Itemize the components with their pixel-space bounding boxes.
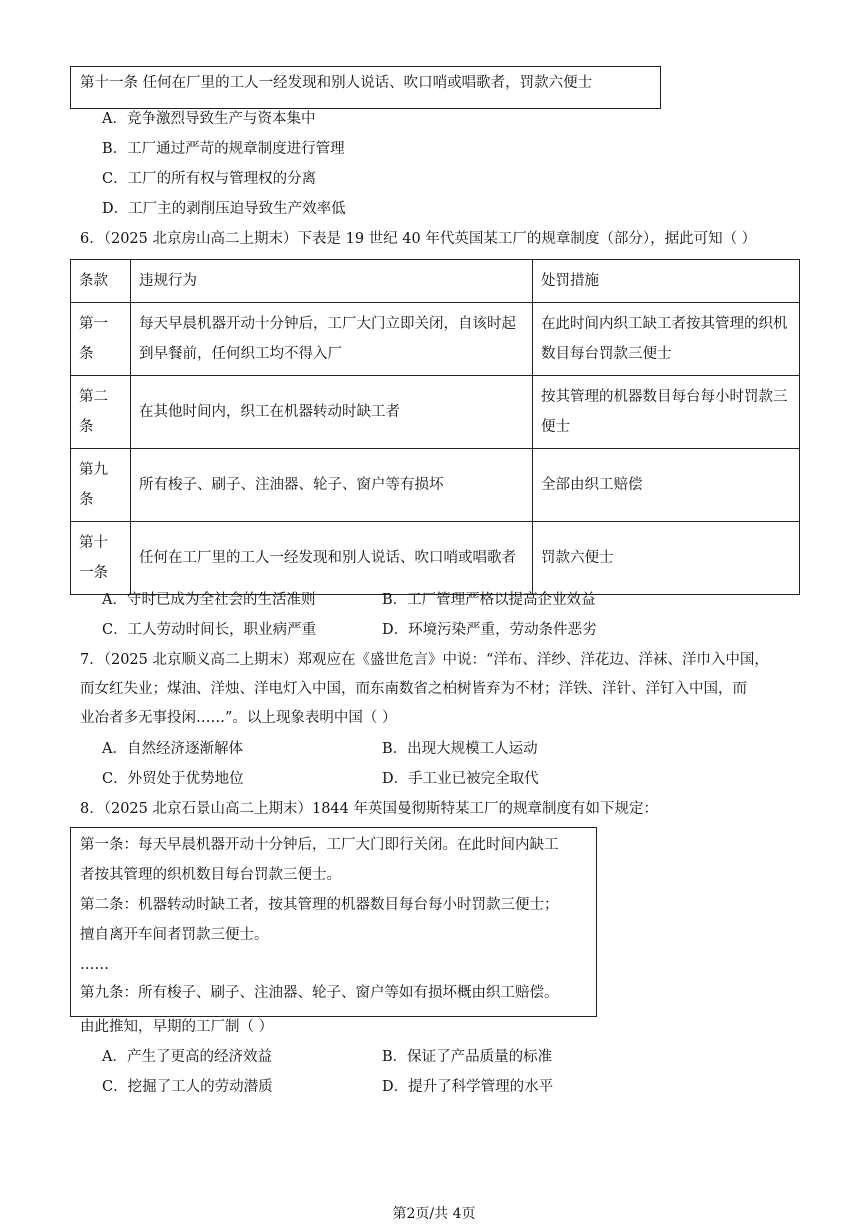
table-header-row <box>71 260 800 303</box>
header-violation: 违规行为 <box>131 260 533 303</box>
q7-option-a[interactable]: A．自然经济逐渐解体 <box>102 741 243 757</box>
row-penalty: 在此时间内织工缺工者按其管理的织机数目每台罚款三便士 <box>533 303 800 376</box>
q8-option-c[interactable]: C．挖掘了工人的劳动潜质 <box>102 1079 273 1095</box>
table-row <box>71 303 800 376</box>
q7-option-b[interactable]: B．出现大规模工人运动 <box>382 741 538 757</box>
q8-quote-line: 擅自离开车间者罚款三便士。 <box>80 927 269 943</box>
q8-quote-line: 第二条：机器转动时缺工者，按其管理的机器数目每台每小时罚款三便士； <box>80 897 559 913</box>
row-penalty: 全部由织工赔偿 <box>533 449 800 522</box>
q6-option-b[interactable]: B．工厂管理严格以提高企业效益 <box>382 592 596 608</box>
table-row <box>71 376 800 449</box>
row-clause: 第二条 <box>71 376 131 449</box>
row-violation: 所有梭子、刷子、注油器、轮子、窗户等有损坏 <box>131 449 533 522</box>
q6-rules-table <box>70 259 800 595</box>
q5-option-a[interactable]: A．竞争激烈导致生产与资本集中 <box>102 111 316 127</box>
page-footer: 第2页/共 4页 <box>392 1206 476 1222</box>
row-violation: 在其他时间内，织工在机器转动时缺工者 <box>131 376 533 449</box>
q7-stem-line-2: 而女红失业；煤油、洋烛、洋电灯入中国，而东南数省之柏树皆弃为不材；洋铁、洋针、洋钉入中国，而 <box>80 681 747 697</box>
q7-stem-line-3: 业冶者多无事投闲……”。以上现象表明中国（ ） <box>80 710 397 726</box>
q8-quote-line: …… <box>80 957 109 973</box>
row-clause: 第十一条 <box>71 522 131 595</box>
row-penalty: 罚款六便士 <box>533 522 800 595</box>
q8-quote-line: 第一条：每天早晨机器开动十分钟后，工厂大门即行关闭。在此时间内缺工 <box>80 837 559 853</box>
q8-question: 由此推知，早期的工厂制（ ） <box>80 1019 274 1035</box>
row-violation: 任何在工厂里的工人一经发现和别人说话、吹口哨或唱歌者 <box>131 522 533 595</box>
q8-option-d[interactable]: D．提升了科学管理的水平 <box>382 1079 554 1095</box>
table-row <box>71 522 800 595</box>
q6-option-a[interactable]: A．守时已成为全社会的生活准则 <box>102 592 316 608</box>
q5-option-d[interactable]: D．工厂主的剥削压迫导致生产效率低 <box>102 201 346 217</box>
row-clause: 第九条 <box>71 449 131 522</box>
q6-stem: 6．（2025 北京房山高二上期末）下表是 19 世纪 40 年代英国某工厂的规章制度（部分），据此可知（ ） <box>80 231 757 247</box>
table-row <box>71 449 800 522</box>
q7-option-c[interactable]: C．外贸处于优势地位 <box>102 771 244 787</box>
q6-option-c[interactable]: C．工人劳动时间长，职业病严重 <box>102 622 317 638</box>
row-penalty: 按其管理的机器数目每台每小时罚款三便士 <box>533 376 800 449</box>
q8-option-b[interactable]: B．保证了产品质量的标准 <box>382 1049 553 1065</box>
q5-option-c[interactable]: C．工厂的所有权与管理权的分离 <box>102 171 317 187</box>
q5-option-b[interactable]: B．工厂通过严苛的规章制度进行管理 <box>102 141 345 157</box>
row-clause: 第一条 <box>71 303 131 376</box>
q7-option-d[interactable]: D．手工业已被完全取代 <box>382 771 539 787</box>
header-clause: 条款 <box>71 260 131 303</box>
q8-quote-line: 第九条：所有梭子、刷子、注油器、轮子、窗户等如有损坏概由织工赔偿。 <box>80 985 559 1001</box>
header-penalty: 处罚措施 <box>533 260 800 303</box>
q7-stem-line-1: 7．（2025 北京顺义高二上期末）郑观应在《盛世危言》中说：“洋布、洋纱、洋花边、洋袜、洋巾入中国， <box>80 652 769 668</box>
q8-quote-line: 者按其管理的织机数目每台罚款三便士。 <box>80 867 341 883</box>
q6-option-d[interactable]: D．环境污染严重，劳动条件恶劣 <box>382 622 597 638</box>
q8-stem: 8．（2025 北京石景山高二上期末）1844 年英国曼彻斯特某工厂的规章制度有如下规定： <box>80 801 658 817</box>
q5-quote-text: 第十一条 任何在厂里的工人一经发现和别人说话、吹口哨或唱歌者，罚款六便士 <box>80 75 593 91</box>
row-violation: 每天早晨机器开动十分钟后，工厂大门立即关闭，自该时起到早餐前，任何织工均不得入厂 <box>131 303 533 376</box>
q8-option-a[interactable]: A．产生了更高的经济效益 <box>102 1049 272 1065</box>
